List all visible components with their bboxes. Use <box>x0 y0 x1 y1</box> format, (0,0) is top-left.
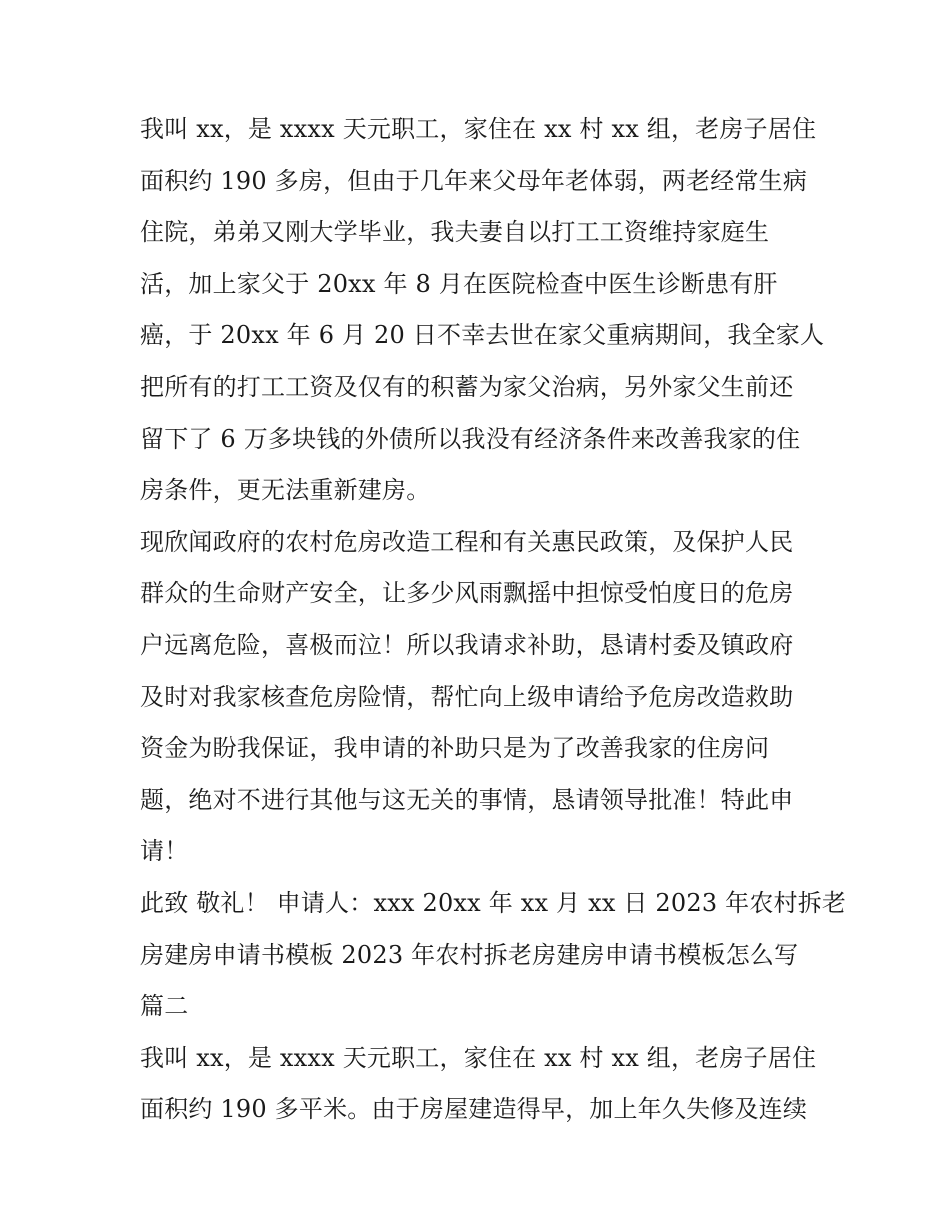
text-line: 篇二 <box>140 992 189 1021</box>
text-line: 及时对我家核查危房险情，帮忙向上级申请给予危房改造救助 <box>140 682 794 711</box>
paragraph-closing <box>140 878 847 1033</box>
text-line: 住院，弟弟又刚大学毕业，我夫妻自以打工工资维持家庭生 <box>140 218 770 247</box>
text-line: 此致 敬礼！ 申请人：xxx 20xx 年 xx 月 xx 日 2023 年农村拆老 <box>140 888 847 917</box>
document-body <box>140 104 847 1136</box>
text-line: 资金为盼我保证，我申请的补助只是为了改善我家的住房问 <box>140 734 770 763</box>
text-line: 把所有的打工工资及仅有的积蓄为家父治病，另外家父生前还 <box>140 372 794 401</box>
paragraph-2 <box>140 517 820 878</box>
text-line: 留下了 6 万多块钱的外债所以我没有经济条件来改善我家的住 <box>140 424 801 453</box>
text-line: 房建房申请书模板 2023 年农村拆老房建房申请书模板怎么写 <box>140 940 799 969</box>
paragraph-1 <box>140 104 825 517</box>
text-line: 我叫 xx，是 xxxx 天元职工，家住在 xx 村 xx 组，老房子居住 <box>140 115 817 143</box>
text-line: 群众的生命财产安全，让多少风雨飘摇中担惊受怕度日的危房 <box>140 579 794 608</box>
text-line: 房条件，更无法重新建房。 <box>140 476 431 505</box>
text-line: 户远离危险，喜极而泣！所以我请求补助，恳请村委及镇政府 <box>140 630 794 659</box>
text-line: 面积约 190 多房，但由于几年来父母年老体弱，两老经常生病 <box>140 166 808 195</box>
text-line: 癌，于 20xx 年 6 月 20 日不幸去世在家父重病期间，我全家人 <box>140 321 825 350</box>
text-line: 题，绝对不进行其他与这无关的事情，恳请领导批准！特此申 <box>140 785 794 814</box>
text-line: 活，加上家父于 20xx 年 8 月在医院检查中医生诊断患有肝 <box>140 269 778 298</box>
text-line: 面积约 190 多平米。由于房屋建造得早，加上年久失修及连续 <box>140 1095 808 1124</box>
text-line: 我叫 xx，是 xxxx 天元职工，家住在 xx 村 xx 组，老房子居住 <box>140 1043 817 1072</box>
text-line: 请！ <box>140 837 189 866</box>
text-line: 现欣闻政府的农村危房改造工程和有关惠民政策，及保护人民 <box>140 527 794 556</box>
paragraph-4 <box>140 1033 820 1136</box>
